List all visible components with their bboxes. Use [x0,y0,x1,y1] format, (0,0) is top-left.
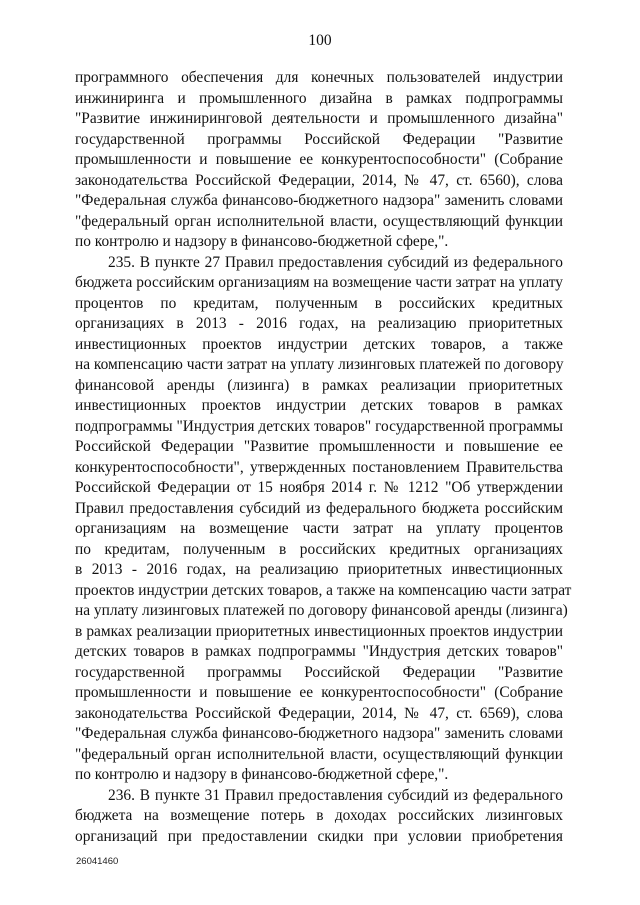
text-line: на уплату лизинговых платежей по договору финансовой аренды (лизинга) [75,602,568,619]
text-line: "Развитие инжиниринговой деятельности и промышленного дизайна" [75,110,563,127]
text-line: Правил предоставления субсидий из федерального бюджета российским [75,499,563,517]
page-number: 100 [308,32,332,49]
paragraph-235 [75,253,572,786]
text-line: в 2013 - 2016 годах, на реализацию приоритетных инвестиционных [75,561,563,578]
paragraph-236 [75,786,563,848]
text-line: программного обеспечения для конечных пользователей индустрии [75,69,563,86]
text-line: организаций при предоставлении скидки при условии приобретения [75,827,563,845]
text-line: организациям на возмещение части затрат на уплату процентов [75,520,563,537]
text-line: организациях в 2013 - 2016 годах, на реализацию приоритетных [75,315,563,332]
text-line: конкурентоспособности", утвержденных постановлением Правительства [75,458,563,476]
text-line: по контролю и надзору в финансово-бюджетной сфере,". [75,233,449,250]
text-line: "Федеральная служба финансово-бюджетного надзора" заменить словами [75,725,563,742]
text-line: 235. В пункте 27 Правил предоставления субсидий из федерального [108,253,563,271]
text-line: инжиниринга и промышленного дизайна в рамках подпрограммы [75,89,563,107]
document-id: 26041460 [76,856,119,867]
text-line: инвестиционных проектов индустрии детских товаров, а также [75,335,563,353]
text-line: детских товаров в рамках подпрограммы "Индустрия детских товаров" [75,643,563,660]
text-line: "федеральный орган исполнительной власти, осуществляющий функции [75,745,563,763]
text-line: промышленности и повышение ее конкурентоспособности" (Собрание [75,684,563,701]
text-line: государственной программы Российской Федерации "Развитие [75,130,563,148]
text-line: государственной программы Российской Федерации "Развитие [75,663,563,681]
text-line: законодательства Российской Федерации, 2014, № 47, ст. 6569), слова [75,704,563,722]
paragraph-continuation [75,68,563,253]
text-line: промышленности и повышение ее конкурентоспособности" (Собрание [75,151,563,168]
text-line: подпрограммы "Индустрия детских товаров" государственной программы [75,417,563,435]
text-line: законодательства Российской Федерации, 2014, № 47, ст. 6560), слова [75,171,563,189]
text-line: финансовой аренды (лизинга) в рамках реализации приоритетных [75,376,563,394]
text-line: "Федеральная служба финансово-бюджетного надзора" заменить словами [75,192,563,209]
text-line: по кредитам, полученным в российских кредитных организациях [75,540,563,558]
text-line: в рамках реализации приоритетных инвестиционных проектов индустрии [75,622,563,640]
text-line: бюджета на возмещение потерь в доходах российских лизинговых [75,807,563,824]
text-line: бюджета российским организациям на возмещение части затрат на уплату [75,274,563,291]
document-body [75,68,572,847]
text-line: 236. В пункте 31 Правил предоставления субсидий из федерального [108,786,563,804]
text-line: Российской Федерации "Развитие промышленности и повышение ее [75,438,563,455]
text-line: по контролю и надзору в финансово-бюджетной сфере,". [75,766,449,783]
text-line: проектов индустрии детских товаров, а также на компенсацию части затрат [75,581,572,599]
text-line: процентов по кредитам, полученным в российских кредитных [75,294,563,312]
text-line: на компенсацию части затрат на уплату лизинговых платежей по договору [75,356,564,373]
text-line: Российской Федерации от 15 ноября 2014 г. № 1212 "Об утверждении [75,479,563,496]
text-line: "федеральный орган исполнительной власти, осуществляющий функции [75,212,563,230]
text-line: инвестиционных проектов индустрии детских товаров в рамках [75,397,563,414]
